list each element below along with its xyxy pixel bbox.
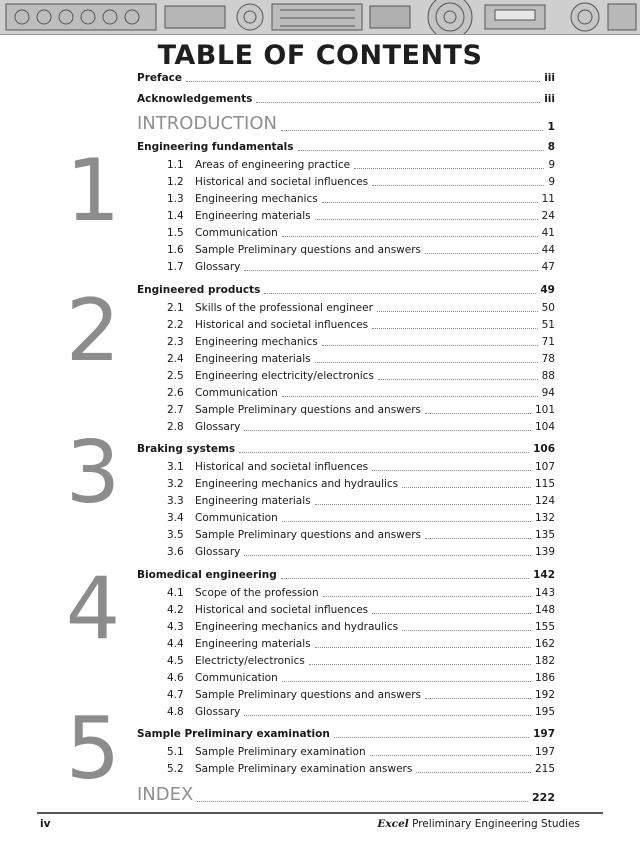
page-number: 197	[534, 745, 555, 758]
section-number: 4.8	[167, 705, 184, 718]
toc-section-entry-label	[167, 244, 421, 257]
dot-leader	[370, 755, 531, 756]
dot-leader	[402, 487, 531, 488]
toc-section-entry-label	[167, 587, 319, 600]
toc-section-entry-label	[167, 370, 374, 383]
section-title: Sample Preliminary questions and answers	[195, 528, 421, 541]
toc-section-entry-label	[167, 261, 240, 274]
section-title: Areas of engineering practice	[195, 158, 351, 171]
section-number: 3.3	[167, 494, 184, 507]
section-title: Scope of the profession	[195, 586, 319, 599]
dot-leader	[372, 328, 538, 329]
dot-leader	[425, 413, 531, 414]
section-title: Communication	[195, 226, 278, 239]
page-number: 142	[533, 569, 555, 581]
chapter-numeral: 5	[65, 699, 121, 799]
toc-section-entry[interactable]	[167, 319, 555, 332]
section-number: 4.7	[167, 688, 184, 701]
dot-leader	[416, 772, 531, 773]
toc-section-entry[interactable]	[167, 706, 555, 719]
section-title: Sample Preliminary examination	[195, 745, 366, 758]
page-number: iii	[544, 72, 555, 84]
toc-section-entry[interactable]	[167, 512, 555, 525]
toc-entry-index[interactable]	[137, 785, 555, 805]
toc-section-entry-label	[167, 706, 240, 719]
section-number: 2.7	[167, 403, 184, 416]
section-number: 4.4	[167, 637, 184, 650]
toc-section-entry[interactable]	[167, 404, 555, 417]
machinery-banner-graphic	[0, 0, 640, 34]
toc-section-entry[interactable]	[167, 210, 555, 223]
toc-section-entry[interactable]	[167, 370, 555, 383]
dot-leader	[244, 430, 531, 431]
page-number: 8	[547, 141, 555, 153]
page-number: 44	[541, 243, 555, 256]
toc-section-entry-label	[167, 336, 318, 349]
toc-entry-introduction[interactable]	[137, 114, 555, 134]
section-number: 4.3	[167, 620, 184, 633]
footer-brand: Excel	[377, 818, 409, 830]
section-title: Sample Preliminary questions and answers	[195, 243, 421, 256]
toc-section-entry[interactable]	[167, 461, 555, 474]
toc-chapter-heading-label: Sample Preliminary examination	[137, 728, 330, 740]
toc-chapter-heading[interactable]	[137, 443, 555, 456]
toc-section-entry-label	[167, 421, 240, 434]
dot-leader	[425, 538, 531, 539]
toc-chapter-heading-label: Braking systems	[137, 443, 236, 455]
section-number: 3.1	[167, 460, 184, 473]
dot-leader	[377, 311, 538, 312]
page-number: 9	[548, 158, 555, 171]
toc-section-entry-label	[167, 512, 278, 525]
dot-leader	[282, 236, 538, 237]
page-number: 104	[534, 420, 555, 433]
dot-leader	[372, 470, 531, 471]
section-title: Communication	[195, 511, 278, 524]
toc-entry-preface[interactable]	[137, 72, 555, 85]
toc-section-entry[interactable]	[167, 672, 555, 685]
page-number: 101	[534, 403, 555, 416]
toc-section-entry[interactable]	[167, 546, 555, 559]
section-title: Glossary	[195, 420, 241, 433]
section-number: 3.5	[167, 528, 184, 541]
section-title: Skills of the professional engineer	[195, 301, 373, 314]
section-number: 5.1	[167, 745, 184, 758]
section-number: 2.3	[167, 335, 184, 348]
section-number: 2.1	[167, 301, 184, 314]
page-number: iii	[544, 93, 555, 105]
section-number: 1.6	[167, 243, 184, 256]
toc-section-entry-label	[167, 404, 421, 417]
page-number: 132	[534, 511, 555, 524]
page-number: 186	[534, 671, 555, 684]
toc-section-entry-label	[167, 655, 305, 668]
toc-chapter-heading[interactable]	[137, 284, 555, 297]
section-number: 1.7	[167, 260, 184, 273]
section-number: 3.6	[167, 545, 184, 558]
section-number: 5.2	[167, 762, 184, 775]
dot-leader	[322, 202, 538, 203]
page-number: 47	[541, 260, 555, 273]
toc-section-entry[interactable]	[167, 638, 555, 651]
page-number: 115	[534, 477, 555, 490]
toc-section-entry-label	[167, 529, 421, 542]
toc-section-entry[interactable]	[167, 529, 555, 542]
section-title: Engineering materials	[195, 209, 311, 222]
dot-leader	[334, 737, 529, 738]
section-number: 1.5	[167, 226, 184, 239]
section-title: Historical and societal influences	[195, 603, 369, 616]
dot-leader	[281, 578, 529, 579]
page-number: 162	[534, 637, 555, 650]
chapter-numeral: 2	[65, 281, 121, 381]
section-title: Historical and societal influences	[195, 460, 369, 473]
dot-leader	[315, 504, 531, 505]
dot-leader	[378, 379, 538, 380]
dot-leader	[186, 81, 540, 82]
section-number: 1.3	[167, 192, 184, 205]
section-title: Sample Preliminary questions and answers	[195, 403, 421, 416]
section-title: Engineering mechanics and hydraulics	[195, 620, 399, 633]
toc-section-entry-label	[167, 604, 368, 617]
dot-leader	[281, 130, 543, 131]
toc-section-entry[interactable]	[167, 244, 555, 257]
toc-section-entry-label	[167, 689, 421, 702]
footer-page-number: iv	[40, 818, 51, 830]
section-number: 4.5	[167, 654, 184, 667]
dot-leader	[244, 555, 531, 556]
page-number: 51	[541, 318, 555, 331]
section-number: 3.4	[167, 511, 184, 524]
page-number: 41	[541, 226, 555, 239]
page-number: 24	[541, 209, 555, 222]
section-number: 2.4	[167, 352, 184, 365]
toc-entry-acknowledgements[interactable]	[137, 93, 555, 106]
section-number: 3.2	[167, 477, 184, 490]
page-number: 135	[534, 528, 555, 541]
toc-entry-index-label: INDEX	[137, 784, 194, 805]
toc-entry-acknowledgements-label: Acknowledgements	[137, 93, 253, 105]
section-number: 2.2	[167, 318, 184, 331]
page-number: 143	[534, 586, 555, 599]
header-banner	[0, 0, 640, 35]
section-title: Glossary	[195, 545, 241, 558]
chapter-numeral: 3	[65, 423, 121, 523]
page-number: 192	[534, 688, 555, 701]
toc-section-entry[interactable]	[167, 621, 555, 634]
section-number: 4.6	[167, 671, 184, 684]
section-title: Glossary	[195, 705, 241, 718]
dot-leader	[309, 664, 531, 665]
dot-leader	[322, 345, 538, 346]
dot-leader	[372, 185, 544, 186]
toc-chapter-heading-label: Engineering fundamentals	[137, 141, 294, 153]
toc-section-entry-label	[167, 763, 412, 776]
dot-leader	[256, 102, 540, 103]
section-title: Engineering materials	[195, 637, 311, 650]
footer-title-text: Preliminary Engineering Studies	[412, 818, 580, 830]
page-number: 155	[534, 620, 555, 633]
toc-section-entry-label	[167, 227, 278, 240]
toc-entry-preface-label: Preface	[137, 72, 182, 84]
toc-section-entry[interactable]	[167, 261, 555, 274]
dot-leader	[282, 396, 538, 397]
section-title: Engineering mechanics and hydraulics	[195, 477, 399, 490]
page-number: 107	[534, 460, 555, 473]
section-title: Engineering electricity/electronics	[195, 369, 374, 382]
dot-leader	[315, 219, 538, 220]
toc-section-entry[interactable]	[167, 336, 555, 349]
toc-section-entry[interactable]	[167, 176, 555, 189]
dot-leader	[244, 715, 531, 716]
dot-leader	[282, 681, 531, 682]
toc-chapter-heading[interactable]	[137, 141, 555, 154]
page-number: 1	[547, 120, 555, 133]
section-number: 1.4	[167, 209, 184, 222]
dot-leader	[323, 596, 531, 597]
section-title: Engineering mechanics	[195, 192, 318, 205]
toc-chapter-heading[interactable]	[137, 569, 555, 582]
footer-divider	[37, 812, 603, 814]
page-number: 215	[534, 762, 555, 775]
section-number: 1.1	[167, 158, 184, 171]
dot-leader	[298, 150, 544, 151]
page-number: 148	[534, 603, 555, 616]
toc-chapter-heading[interactable]	[137, 728, 555, 741]
toc-section-entry-label	[167, 302, 373, 315]
toc-section-entry[interactable]	[167, 587, 555, 600]
dot-leader	[372, 613, 531, 614]
page-number: 78	[541, 352, 555, 365]
page-number: 197	[533, 728, 555, 740]
page-title: TABLE OF CONTENTS	[157, 40, 483, 71]
toc-section-entry-label	[167, 478, 398, 491]
section-title: Historical and societal influences	[195, 318, 369, 331]
toc-section-entry[interactable]	[167, 655, 555, 668]
page-number: 94	[541, 386, 555, 399]
toc-section-entry-label	[167, 387, 278, 400]
page-number: 124	[534, 494, 555, 507]
toc-section-entry-label	[167, 210, 311, 223]
section-number: 2.8	[167, 420, 184, 433]
dot-leader	[264, 293, 536, 294]
toc-section-entry-label	[167, 746, 366, 759]
page-number: 88	[541, 369, 555, 382]
section-title: Historical and societal influences	[195, 175, 369, 188]
section-title: Electricty/electronics	[195, 654, 305, 667]
section-number: 2.5	[167, 369, 184, 382]
toc-section-entry-label	[167, 193, 318, 206]
toc-section-entry[interactable]	[167, 227, 555, 240]
section-title: Communication	[195, 671, 278, 684]
dot-leader	[425, 253, 538, 254]
section-number: 4.2	[167, 603, 184, 616]
page-number: 106	[533, 443, 555, 455]
toc-section-entry-label	[167, 319, 368, 332]
section-number: 4.1	[167, 586, 184, 599]
page-number: 9	[548, 175, 555, 188]
dot-leader	[244, 270, 537, 271]
toc-section-entry-label	[167, 546, 240, 559]
page-number: 50	[541, 301, 555, 314]
page-number: 139	[534, 545, 555, 558]
section-number: 2.6	[167, 386, 184, 399]
page-number: 11	[541, 192, 555, 205]
footer-book-title	[377, 818, 580, 830]
section-number: 1.2	[167, 175, 184, 188]
toc-section-entry-label	[167, 495, 311, 508]
section-title: Sample Preliminary questions and answers	[195, 688, 421, 701]
dot-leader	[282, 521, 531, 522]
toc-section-entry-label	[167, 638, 311, 651]
section-title: Engineering materials	[195, 352, 311, 365]
section-title: Communication	[195, 386, 278, 399]
toc-section-entry[interactable]	[167, 604, 555, 617]
chapter-numeral: 1	[65, 141, 121, 241]
page-number: 195	[534, 705, 555, 718]
toc-section-entry[interactable]	[167, 193, 555, 206]
dot-leader	[402, 630, 531, 631]
page-number: 182	[534, 654, 555, 667]
toc-section-entry[interactable]	[167, 387, 555, 400]
page-number: 49	[540, 284, 555, 296]
dot-leader	[354, 168, 544, 169]
toc-section-entry-label	[167, 672, 278, 685]
toc-section-entry[interactable]	[167, 302, 555, 315]
toc-section-entry[interactable]	[167, 421, 555, 434]
toc-section-entry-label	[167, 461, 368, 474]
toc-section-entry-label	[167, 159, 350, 172]
dot-leader	[315, 647, 531, 648]
chapter-numeral: 4	[65, 559, 121, 659]
toc-entry-introduction-label: INTRODUCTION	[137, 113, 277, 134]
dot-leader	[197, 801, 528, 802]
dot-leader	[315, 362, 538, 363]
section-title: Engineering materials	[195, 494, 311, 507]
toc-section-entry[interactable]	[167, 746, 555, 759]
toc-section-entry[interactable]	[167, 159, 555, 172]
toc-section-entry[interactable]	[167, 353, 555, 366]
section-title: Engineering mechanics	[195, 335, 318, 348]
toc-section-entry-label	[167, 353, 311, 366]
section-title: Glossary	[195, 260, 241, 273]
dot-leader	[239, 452, 529, 453]
dot-leader	[425, 698, 531, 699]
toc-section-entry[interactable]	[167, 763, 555, 776]
toc-chapter-heading-label: Biomedical engineering	[137, 569, 277, 581]
toc-section-entry[interactable]	[167, 689, 555, 702]
toc-section-entry[interactable]	[167, 478, 555, 491]
toc-section-entry-label	[167, 621, 398, 634]
toc-chapter-heading-label: Engineered products	[137, 284, 261, 296]
page-number: 222	[532, 791, 555, 804]
toc-section-entry[interactable]	[167, 495, 555, 508]
toc-section-entry-label	[167, 176, 368, 189]
page-number: 71	[541, 335, 555, 348]
section-title: Sample Preliminary examination answers	[195, 762, 413, 775]
